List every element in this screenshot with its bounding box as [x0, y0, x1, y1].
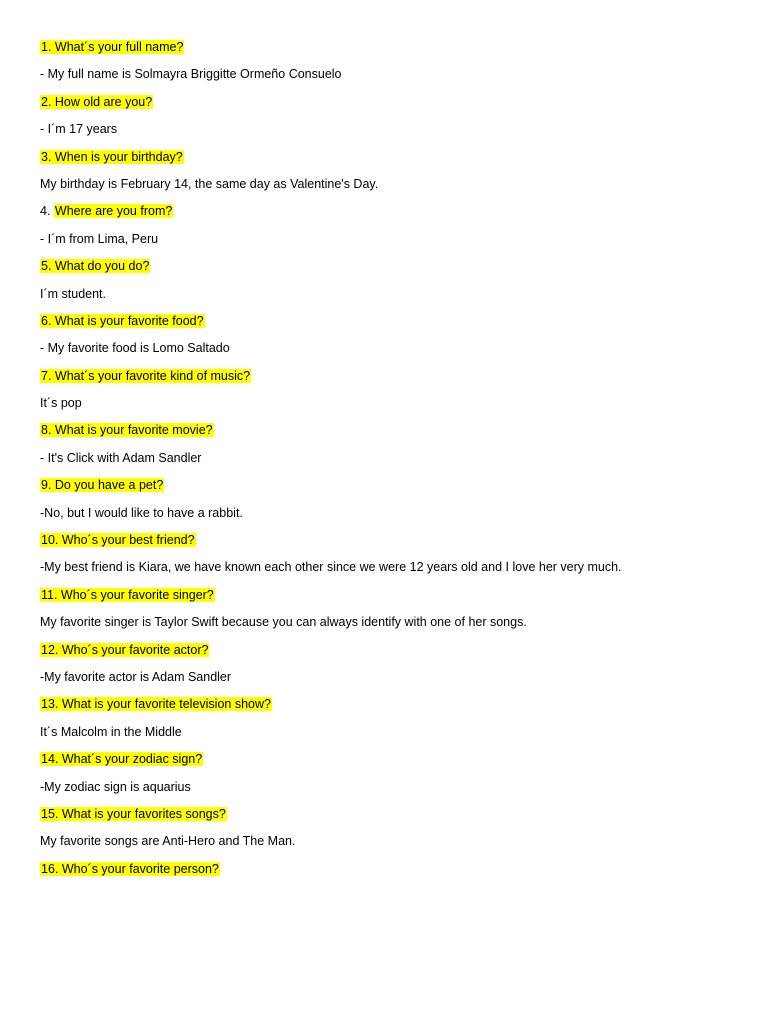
- question-line: [40, 93, 740, 120]
- question-line: [40, 148, 740, 175]
- question-line: [40, 476, 740, 503]
- answer-text: - I´m from Lima, Peru: [40, 231, 159, 246]
- question-line: [40, 531, 740, 558]
- question-text: 9. Do you have a pet?: [41, 478, 164, 493]
- answer-text: It´s pop: [40, 396, 82, 411]
- question-text: 12. Who´s your favorite actor?: [41, 642, 209, 657]
- question-text: Where are you from?: [54, 204, 173, 219]
- answer-text: My favorite songs are Anti-Hero and The Man.: [40, 834, 296, 849]
- question-line: [40, 421, 740, 448]
- question-text: 10. Who´s your best friend?: [41, 533, 195, 548]
- question-line: [40, 695, 740, 722]
- question-line: [40, 202, 740, 229]
- question-text: 6. What is your favorite food?: [41, 313, 204, 328]
- question-line: [40, 860, 740, 887]
- question-text: 11. Who´s your favorite singer?: [41, 587, 214, 602]
- answer-text: I´m student.: [40, 286, 106, 301]
- answer-text: - It's Click with Adam Sandler: [40, 450, 202, 465]
- answer-text: -No, but I would like to have a rabbit.: [40, 505, 243, 520]
- answer-text: -My best friend is Kiara, we have known each other since we were 12 years old and I love her very much.: [40, 560, 622, 575]
- question-line: [40, 257, 740, 284]
- document-page: [40, 38, 740, 887]
- question-line: [40, 805, 740, 832]
- question-text: 8. What is your favorite movie?: [41, 423, 213, 438]
- question-line: [40, 586, 740, 613]
- answer-text: - My full name is Solmayra Briggitte Ormeño Consuelo: [40, 67, 342, 82]
- question-text: 16. Who´s your favorite person?: [41, 861, 219, 876]
- answer-text: - I´m 17 years: [40, 122, 118, 137]
- answer-text: - My favorite food is Lomo Saltado: [40, 341, 230, 356]
- question-line: [40, 312, 740, 339]
- question-line: [40, 750, 740, 777]
- question-text: 14. What´s your zodiac sign?: [41, 752, 203, 767]
- answer-text: My birthday is February 14, the same day as Valentine's Day.: [40, 176, 379, 191]
- question-line: [40, 38, 740, 65]
- answer-text: It´s Malcolm in the Middle: [40, 724, 182, 739]
- question-text: 5. What do you do?: [41, 259, 150, 274]
- question-text: 2. How old are you?: [41, 94, 153, 109]
- question-text: 7. What´s your favorite kind of music?: [41, 368, 251, 383]
- question-line: [40, 367, 740, 394]
- question-line: [40, 641, 740, 668]
- question-text: 13. What is your favorite television show?: [41, 697, 271, 712]
- answer-text: My favorite singer is Taylor Swift because you can always identify with one of her songs.: [40, 615, 527, 630]
- question-text: 15. What is your favorites songs?: [41, 806, 226, 821]
- question-text: 3. When is your birthday?: [41, 149, 183, 164]
- answer-text: -My favorite actor is Adam Sandler: [40, 669, 232, 684]
- answer-text: -My zodiac sign is aquarius: [40, 779, 191, 794]
- question-text: 1. What´s your full name?: [41, 40, 184, 54]
- question-prefix: 4.: [40, 204, 54, 219]
